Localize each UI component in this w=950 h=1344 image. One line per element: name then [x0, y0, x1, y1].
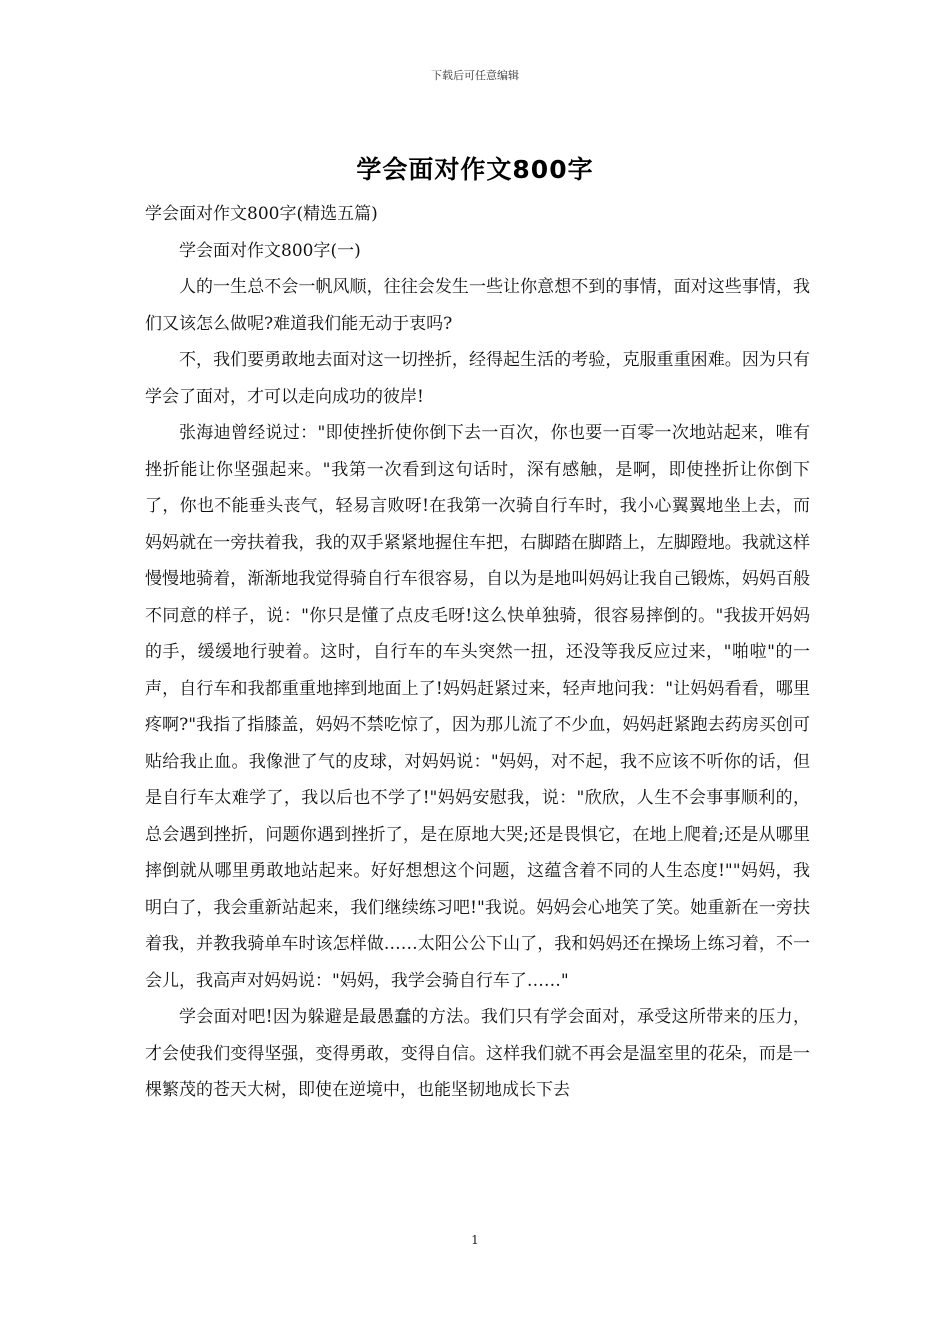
section-heading: 学会面对作文800字(一) — [179, 240, 361, 261]
document-title: 学会面对作文800字 — [356, 155, 594, 184]
document-body — [145, 196, 810, 1109]
paragraph: 张海迪曾经说过："即使挫折使你倒下去一百次，你也要一百零一次地站起来，唯有挫折能让你坚强起来。"我第一次看到这句话时，深有感触，是啊，即使挫折让你倒下了，你也不能垂头丧气，轻易言败呀!在我第一次骑自行车时，我小心翼翼地坐上去，而妈妈就在一旁扶着我，我的双手紧紧地握住车把，右脚踏在脚踏上，左脚蹬地。我就这样慢慢地骑着，渐渐地我觉得骑自行车很容易，自以为是地叫妈妈让我自己锻炼，妈妈百般不同意的样子，说："你只是懂了点皮毛呀!这么快单独骑，很容易摔倒的。"我拔开妈妈的手，缓缓地行驶着。这时，自行车的车头突然一扭，还没等我反应过来，"啪啦"的一声，自行车和我都重重地摔到地面上了!妈妈赶紧过来，轻声地问我："让妈妈看看，哪里疼啊?"我指了指膝盖，妈妈不禁吃惊了，因为那儿流了不少血，妈妈赶紧跑去药房买创可贴给我止血。我像泄了气的皮球，对妈妈说："妈妈，对不起，我不应该不听你的话，但是自行车太难学了，我以后也不学了!"妈妈安慰我，说："欣欣，人生不会事事顺利的，总会遇到挫折，问题你遇到挫折了，是在原地大哭;还是畏惧它，在地上爬着;还是从哪里摔倒就从哪里勇敢地站起来。好好想想这个问题，这蕴含着不同的人生态度!""妈妈，我明白了，我会重新站起来，我们继续练习吧!"我说。妈妈会心地笑了笑。她重新在一旁扶着我，并教我骑单车时该怎样做……太阳公公下山了，我和妈妈还在操场上练习着，不一会儿，我高声对妈妈说："妈妈，我学会骑自行车了……" — [145, 423, 810, 991]
paragraph: 学会面对吧!因为躲避是最愚蠢的方法。我们只有学会面对，承受这所带来的压力，才会使我们变得坚强，变得勇敢，变得自信。这样我们就不再会是温室里的花朵，而是一棵繁茂的苍天大树，即使在逆境中，也能坚韧地成长下去 — [145, 1007, 810, 1100]
paragraph: 人的一生总不会一帆风顺，往往会发生一些让你意想不到的事情，面对这些事情，我们又该怎么做呢?难道我们能无动于衷吗? — [145, 277, 810, 334]
paragraph: 不，我们要勇敢地去面对这一切挫折，经得起生活的考验，克服重重困难。因为只有学会了面对，才可以走向成功的彼岸! — [145, 350, 810, 407]
header-note: 下载后可任意编辑 — [431, 69, 519, 82]
document-subtitle: 学会面对作文800字(精选五篇) — [145, 204, 378, 224]
page-number: 1 — [471, 1233, 479, 1247]
